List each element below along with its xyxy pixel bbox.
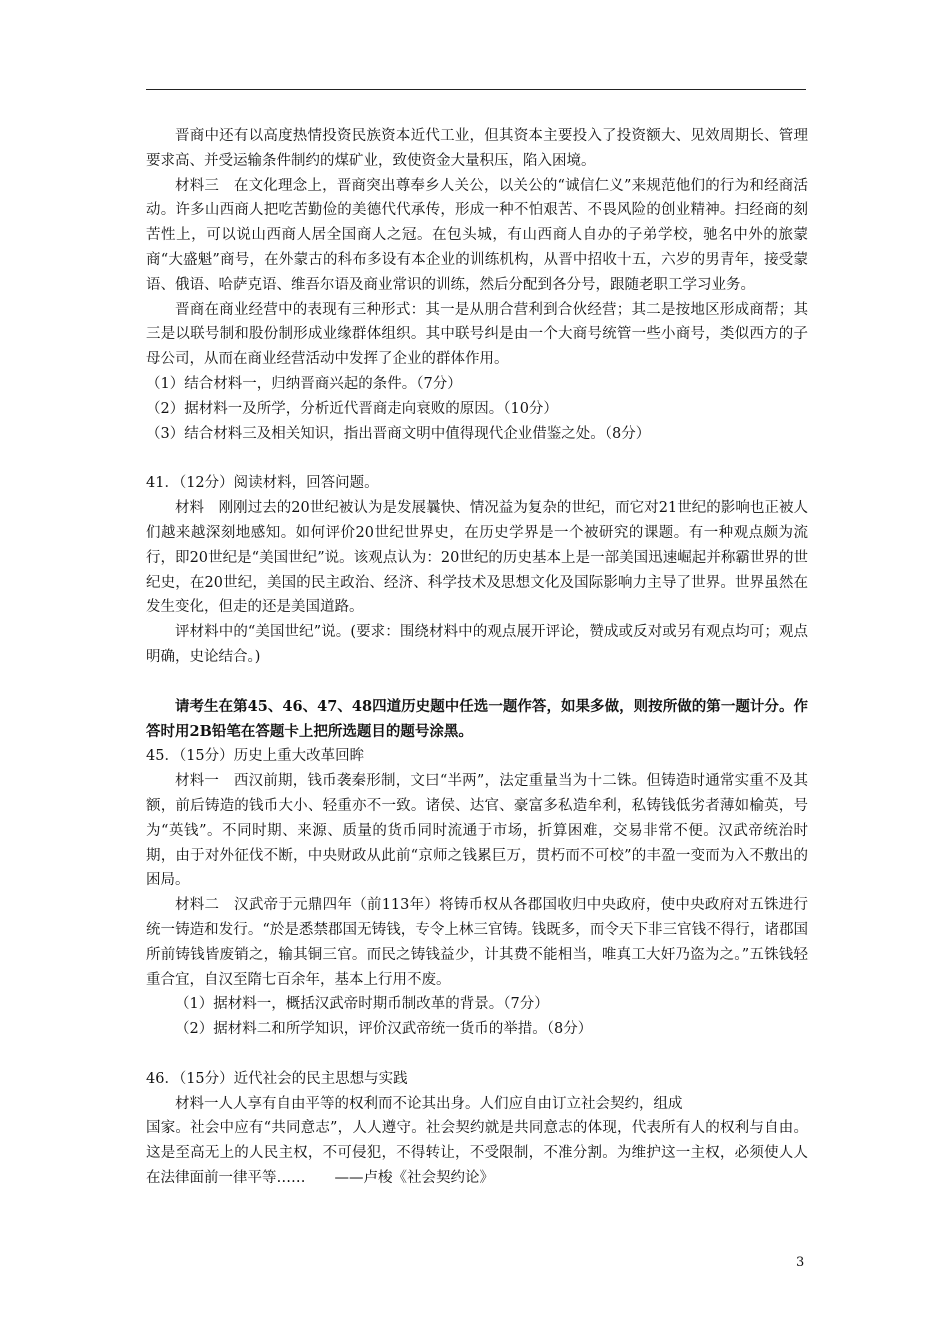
question-41-task: 评材料中的“美国世纪”说。(要求：围绕材料中的观点展开评论，赞成或反对或另有观点均可；观点明确，史论结合。) — [146, 624, 808, 665]
paragraph: 晋商在商业经营中的表现有三种形式：其一是从朋合营利到合伙经营；其二是按地区形成商帮；其三是以联号制和股份制形成业缘群体组织。其中联号纠是由一个大商号统管一些小商号，类似西方的子母公司，从而在商业经营活动中发挥了企业的群体作用。 — [146, 301, 808, 368]
header-rule — [146, 89, 806, 90]
question-item: （3）结合材料三及相关知识，指出晋商文明中值得现代企业借鉴之处。（8分） — [146, 425, 651, 442]
question-41-material: 材料 刚刚过去的20世纪被认为是发展曩快、情况益为复杂的世纪，而它对21世纪的影响也正被人们越来越深刻地感知。如何评价20世纪世界史，在历史学界是一个被研究的课题。有一种观点颇为流行，即20世纪是“美国世纪”说。该观点认为：20世纪的历史基本上是一部美国迅速崛起并称霸世界的世纪史，在20世纪，美国的民主政治、经济、科学技术及思想文化及国际影响力主导了世界。世界虽然在发生变化，但走的还是美国道路。 — [146, 500, 808, 616]
paragraph: 晋商中还有以高度热情投资民族资本近代工业，但其资本主要投入了投资额大、见效周期长、管理要求高、并受运输条件制约的煤矿业，致使资金大量积压，陷入困境。 — [146, 128, 808, 169]
question-45-material-two: 材料二 汉武帝于元鼎四年（前113年）将铸币权从各郡国收归中央政府，使中央政府对五铢进行统一铸造和发行。“於是悉禁郡国无铸钱，专令上林三官铸。钱既多，而令天下非三官钱不得行，诸郡国所前铸钱皆废销之，输其铜三官。而民之铸钱益少，计其费不能相当，唯真工大奸乃盗为之。”五铢钱轻重合宜，自汉至隋七百余年，基本上行用不废。 — [146, 897, 808, 988]
question-46-material: 国家。社会中应有“共同意志”，人人遵守。社会契约就是共同意志的体现，代表所有人的权利与自由。这是至高无上的人民主权，不可侵犯，不得转让，不受限制，不准分割。为维护这一主权，必须使人人在法律面前一律平等…… ——卢梭《社会契约论》 — [146, 1120, 808, 1187]
question-46-title: 46．（15分）近代社会的民主思想与实践 — [146, 1070, 408, 1087]
question-item: （2）据材料一及所学，分析近代晋商走向衰败的原因。（10分） — [146, 400, 558, 417]
question-45-material-one: 材料一 西汉前期，钱币袭秦形制，文曰“半两”，法定重量当为十二铢。但铸造时通常实重不及其额，前后铸造的钱币大小、轻重亦不一致。诸侯、达官、豪富多私造牟利，私铸钱低劣者薄如榆英，号为“英钱”。不同时期、来源、质量的货币同时流通于市场，折算困难，交易非常不便。汉武帝统治时期，由于对外征伐不断，中央财政从此前“京师之钱累巨万，贯朽而不可校”的丰盈一变而为入不敷出的困局。 — [146, 773, 808, 889]
question-46-material-line: 材料一人人享有自由平等的权利而不论其出身。人们应自由订立社会契约，组成 — [175, 1095, 683, 1112]
material-three: 材料三 在文化理念上，晋商突出尊奉乡人关公，以关公的“诚信仁义”来规范他们的行为和经商活动。许多山西商人把吃苦勤俭的美德代代承传，形成一种不怕艰苦、不畏风险的创业精神。扫经商的刻苦性上，可以说山西商人居全国商人之冠。在包头城，有山西商人自办的子弟学校，驰名中外的旅蒙商“大盛魁”商号，在外蒙古的科布多设有本企业的训练机构，从晋中招收十五，六岁的男青年，接受蒙语、俄语、哈萨克语、维吾尔语及商业常识的训练，然后分配到各分号，跟随老职工学习业务。 — [146, 177, 808, 293]
question-item: （1）结合材料一，归纳晋商兴起的条件。（7分） — [146, 375, 462, 392]
question-45-title: 45．（15分）历史上重大改革回眸 — [146, 748, 365, 765]
page-number: 3 — [796, 1255, 805, 1270]
elective-notice: 请考生在第45、46、47、48四道历史题中任选一题作答，如果多做，则按所做的第一题计分。作答时用2B铅笔在答题卡上把所选题目的题号涂黑。 — [146, 697, 808, 740]
question-item: （1）据材料一，概括汉武帝时期币制改革的背景。（7分） — [175, 996, 549, 1013]
question-41-title: 41．（12分）阅读材料，回答问题。 — [146, 475, 379, 492]
question-item: （2）据材料二和所学知识，评价汉武帝统一货币的举措。（8分） — [175, 1021, 593, 1038]
page-content — [146, 124, 808, 1191]
